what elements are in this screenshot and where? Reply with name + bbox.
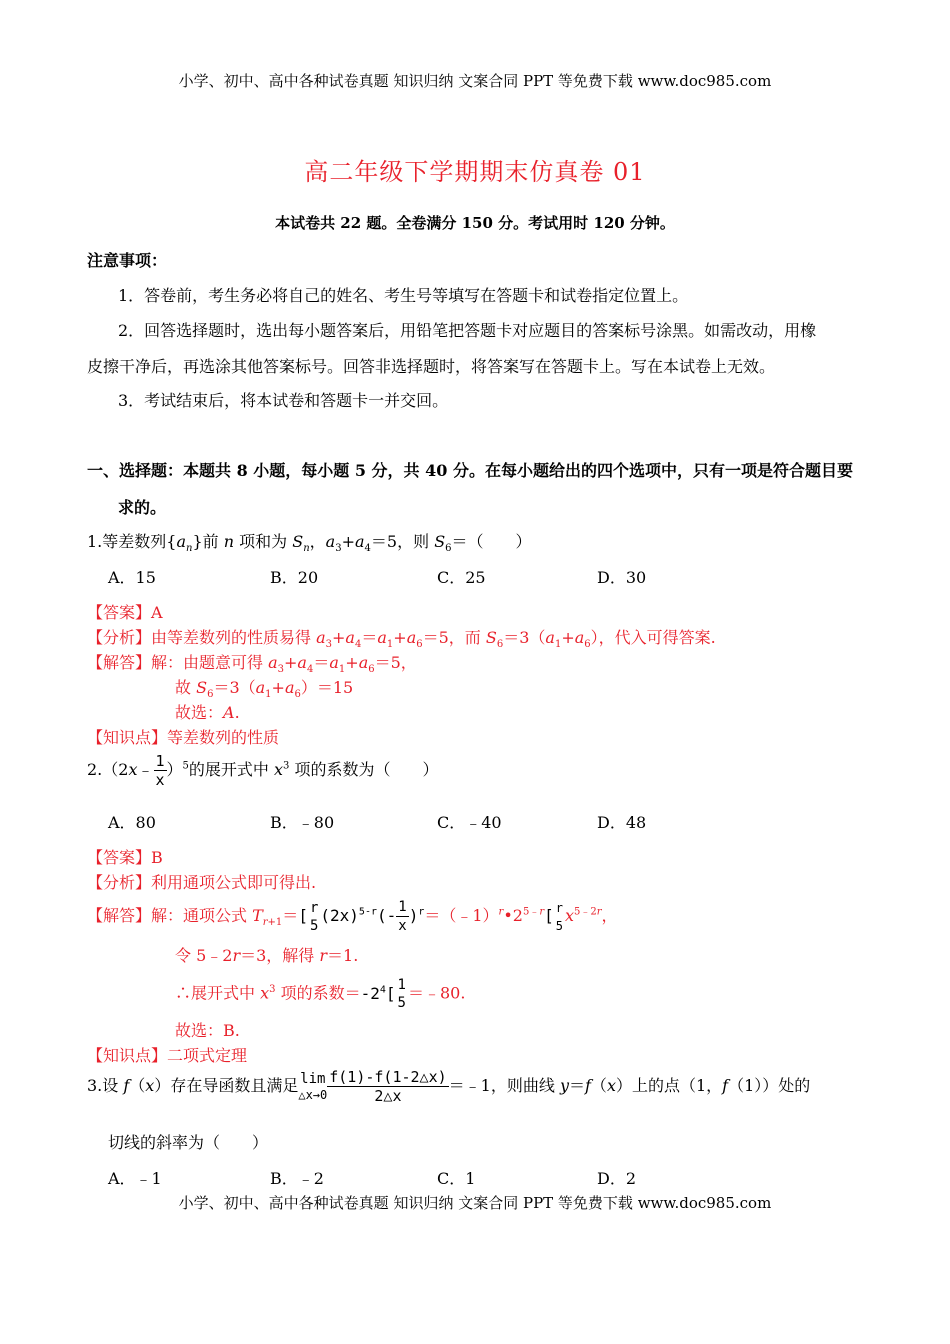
question-2-stem: 2.（2x﹣ $\frac{1}{x}$ ）$^5$的展开式中 $x^3$ 项的系数为（ ） (87, 752, 439, 789)
q2-analysis: 【分析】利用通项公式即可得出. (87, 873, 317, 892)
q3-option-a: A．﹣1 (108, 1169, 162, 1188)
question-3-stem-line2: 切线的斜率为（ ） (108, 1133, 269, 1152)
section-heading-line2: 求的。 (118, 498, 167, 517)
q1-option-a: A．15 (108, 568, 156, 587)
q1-option-c: C．25 (437, 568, 486, 587)
note-3: 3．考试结束后，将本试卷和答题卡一并交回。 (118, 391, 449, 410)
q2-option-b: B．﹣80 (270, 813, 335, 832)
q2-option-a: A．80 (108, 813, 156, 832)
note-2-line1: 2．回答选择题时，选出每小题答案后，用铅笔把答题卡对应题目的答案标号涂黑。如需改动，用橡 (118, 321, 817, 340)
exam-subtitle: 本试卷共 22 题。全卷满分 150 分。考试用时 120 分钟。 (275, 214, 675, 232)
q1-solution-line2: 故 $S_6=3(a_1+a_6)=15$ (175, 678, 354, 701)
q2-conclusion: 故选：B. (175, 1021, 240, 1040)
note-1: 1．答卷前，考生务必将自己的姓名、考生号等填写在答题卡和试卷指定位置上。 (118, 286, 689, 305)
q1-option-d: D．30 (597, 568, 647, 587)
q2-option-d: D．48 (597, 813, 647, 832)
q1-solution-line3: 故选：A. (175, 703, 240, 722)
q3-option-b: B．﹣2 (270, 1169, 324, 1188)
q2-knowledge: 【知识点】二项式定理 (87, 1046, 248, 1065)
page-footer: 小学、初中、高中各种试卷真题 知识归纳 文案合同 PPT 等免费下载 www.doc985.com (178, 1194, 772, 1212)
page-title: 高二年级下学期期末仿真卷 01 (304, 158, 646, 186)
q2-solution-line3: ∴展开式中 $x^3$ 项的系数$=-2^4$[ 1 5 ＝﹣80. (175, 977, 466, 1011)
q3-option-c: C．1 (437, 1169, 476, 1188)
q2-answer: 【答案】B (87, 848, 163, 867)
section-heading-line1: 一、选择题：本题共 8 小题，每小题 5 分，共 40 分。在每小题给出的四个选项中，只有一项是符合题目要 (87, 461, 853, 480)
q2-solution-line2: 令 5﹣2r＝3，解得 r＝1. (175, 946, 359, 965)
note-2-line2: 皮擦干净后，再选涂其他答案标号。回答非选择题时，将答案写在答题卡上。写在本试卷上无效。 (87, 357, 776, 376)
q3-option-d: D．2 (597, 1169, 637, 1188)
q1-analysis: 【分析】由等差数列的性质易得 $a_3+a_4=a_1+a_6=5$，而 $S_6=3(a_1+a_6)$，代入可得答案. (87, 628, 716, 651)
question-1-stem: 1.等差数列$\{a_n\}$前 n 项和为 $S_n$，$a_3+a_4=5$，则 $S_6=$（ ） (87, 532, 532, 555)
q1-option-b: B．20 (270, 568, 319, 587)
q2-solution-line1: 【解答】解：通项公式 $T_{r+1}=$[ r 5 $(2x)^{5-r}(-$ $\frac{1}{x}$ )$^r=(﹣1)^r•2^{5﹣r}$[ r 5 $x^{5﹣2r}$， (87, 899, 618, 934)
q2-option-c: C．﹣40 (437, 813, 502, 832)
q1-knowledge: 【知识点】等差数列的性质 (87, 728, 280, 747)
q1-answer: 【答案】A (87, 603, 163, 622)
question-3-stem: 3.设 f（x）存在导函数且满足 lim △x→0 $\frac{f(1)-f(1-2\triangle x)}{2\triangle x}$ ＝﹣1，则曲线 y＝f（x）上的点（1，f（1））处的 (87, 1068, 811, 1105)
notes-heading: 注意事项： (87, 251, 168, 270)
q1-solution-line1: 【解答】解：由题意可得 $a_3+a_4=a_1+a_6=5$， (87, 653, 417, 676)
page-header: 小学、初中、高中各种试卷真题 知识归纳 文案合同 PPT 等免费下载 www.doc985.com (178, 72, 772, 90)
